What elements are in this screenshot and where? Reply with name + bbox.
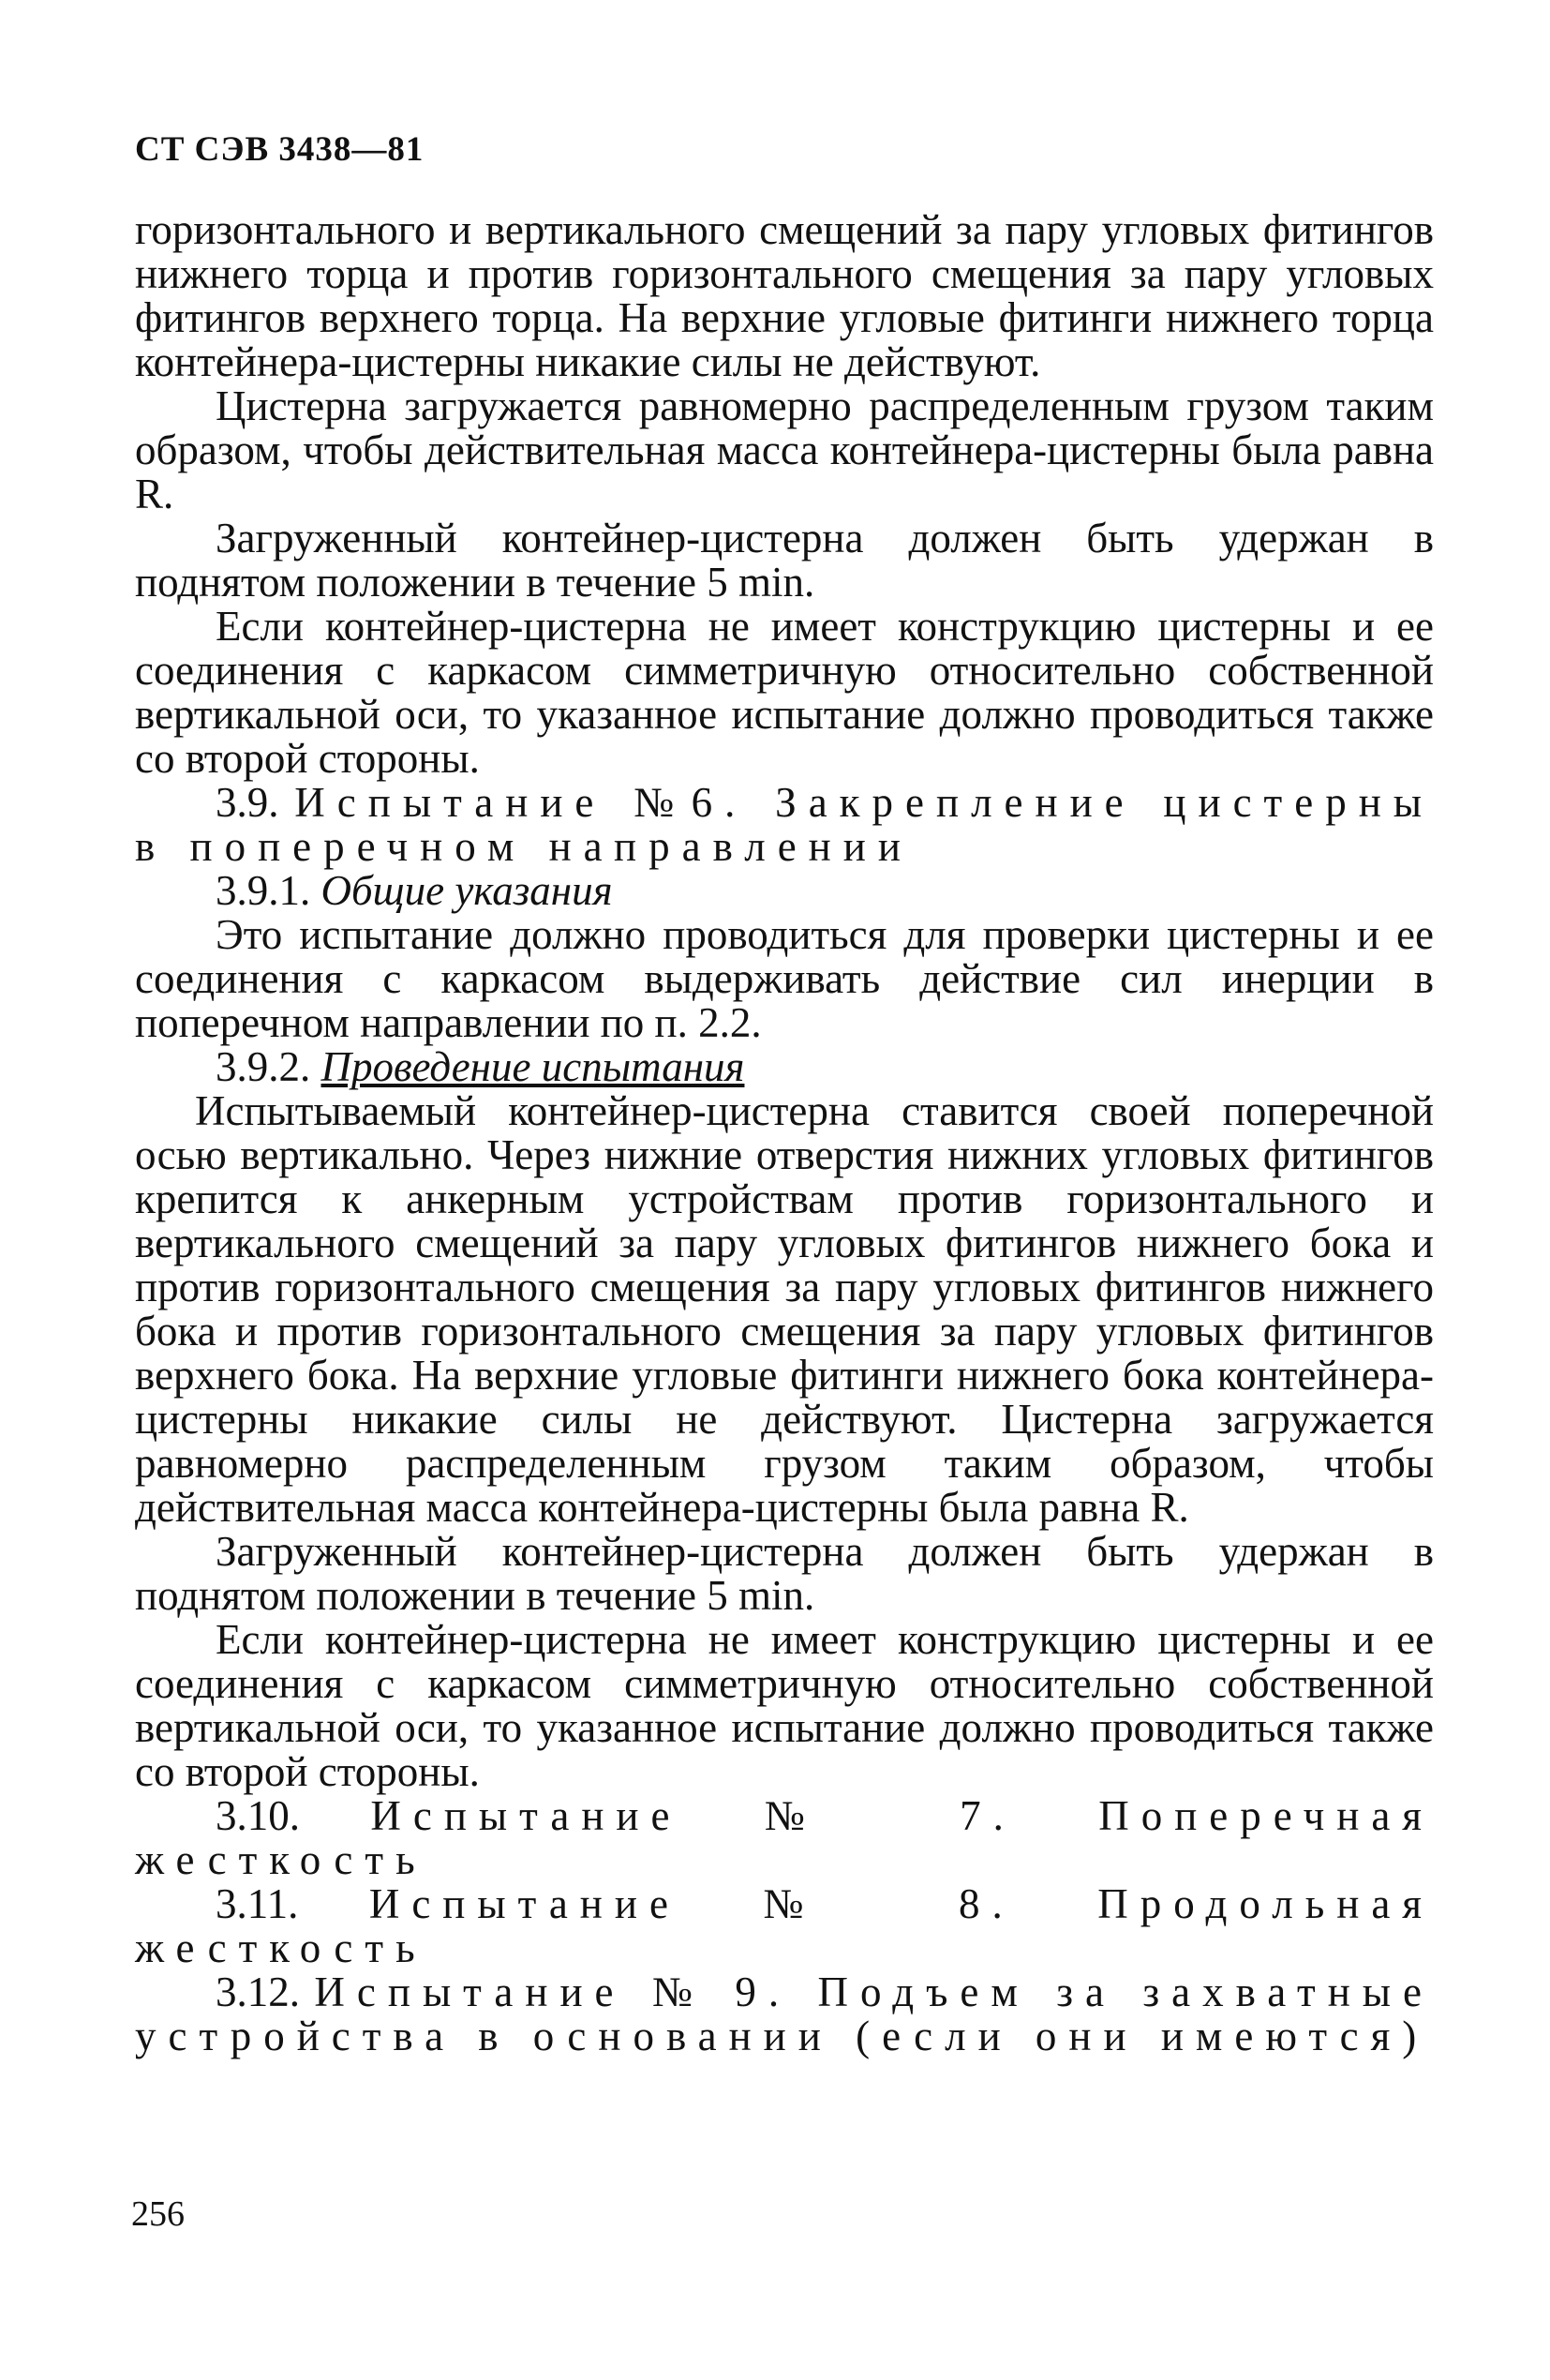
- section-title: Испытание № 7. Поперечная жесткость: [135, 1792, 1435, 1883]
- paragraph: Загруженный контейнер-цистерна должен быть удержан в поднятом положении в течение 5 min.: [135, 1528, 1434, 1619]
- subsection-number: 3.9.1.: [216, 867, 311, 914]
- document-body: [135, 208, 1434, 2058]
- page-number: 256: [131, 2194, 185, 2234]
- section-number: 3.11.: [216, 1880, 299, 1927]
- subsection-heading: [135, 1045, 1434, 1089]
- paragraph: Это испытание должно проводиться для проверки цистерны и ее соединения с каркасом выдерживать действие сил инерции в поперечном направлении по п. 2.2.: [135, 911, 1434, 1046]
- paragraph: Если контейнер-цистерна не имеет конструкцию цистерны и ее соединения с каркасом симметричную относительно собственной вертикальной оси, то указанное испытание должно проводиться также со второй стороны.: [135, 603, 1434, 782]
- section-heading: [135, 1794, 1434, 1882]
- paragraph: горизонтального и вертикального смещений за пару угловых фитингов нижнего торца и против горизонтального смещения за пару угловых фитингов верхнего торца. На верхние угловые фитинги нижнего торца контейнера-цистерны никакие силы не действуют.: [135, 206, 1434, 385]
- document-header: СТ СЭВ 3438—81: [135, 130, 425, 169]
- subsection-title: Проведение испытания: [320, 1043, 745, 1090]
- subsection-number: 3.9.2.: [216, 1043, 311, 1090]
- section-heading: [135, 1970, 1434, 2058]
- section-number: 3.12.: [216, 1968, 300, 2015]
- section-heading: [135, 781, 1434, 869]
- subsection-title: Общие указания: [320, 867, 613, 914]
- section-title: Испытание № 8. Продольная жесткость: [135, 1880, 1434, 1971]
- subsection-heading: [135, 869, 1434, 913]
- section-title: Испытание № 9. Подъем за захватные устройства в основании (если они имеются): [135, 1968, 1434, 2059]
- section-number: 3.9.: [216, 779, 279, 826]
- section-number: 3.10.: [216, 1792, 300, 1839]
- paragraph: Испытываемый контейнер-цистерна ставится своей поперечной осью вертикально. Через нижние отверстия нижних угловых фитингов крепится к анкерным устройствам против горизонтального и вертикального смещений за пару угловых фитингов нижнего бока и против горизонтального смещения за пару угловых фитингов нижнего бока и против горизонтального смещения за пару угловых фитингов верхнего бока. На верхние угловые фитинги нижнего бока контейнера-цистерны никакие силы не действуют. Цистерна загружается равномерно распределенным грузом таким образом, чтобы действительная масса контейнера-цистерны была равна R.: [135, 1087, 1434, 1531]
- paragraph: Загруженный контейнер-цистерна должен быть удержан в поднятом положении в течение 5 min.: [135, 515, 1434, 606]
- paragraph: Цистерна загружается равномерно распределенным грузом таким образом, чтобы действительная масса контейнера-цистерны была равна R.: [135, 382, 1434, 517]
- paragraph: Если контейнер-цистерна не имеет конструкцию цистерны и ее соединения с каркасом симметричную относительно собственной вертикальной оси, то указанное испытание должно проводиться также со второй стороны.: [135, 1616, 1434, 1795]
- section-heading: [135, 1882, 1434, 1970]
- section-title: Испытание №6. Закрепление цистерны в поперечном направлении: [135, 779, 1435, 870]
